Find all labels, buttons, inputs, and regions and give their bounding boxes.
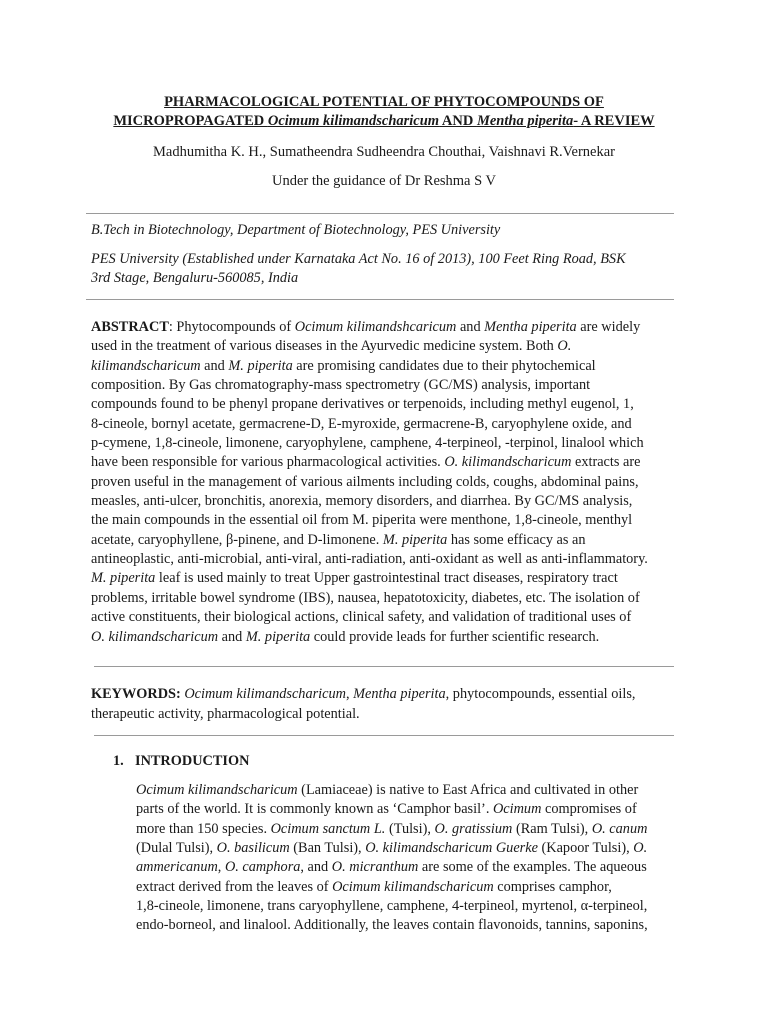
- divider-affiliation: [86, 299, 674, 300]
- abstract-label: ABSTRACT: [91, 319, 169, 335]
- affiliation-department: B.Tech in Biotechnology, Department of Biotechnology, PES University: [91, 222, 501, 238]
- section-number: 1.: [113, 753, 124, 769]
- guidance-line: Under the guidance of Dr Reshma S V: [271, 173, 497, 189]
- keywords-label: KEYWORDS:: [91, 686, 181, 702]
- title-line-1: PHARMACOLOGICAL POTENTIAL OF PHYTOCOMPOUNDS OF: [164, 94, 604, 110]
- title-line-2: MICROPROPAGATED Ocimum kilimandscharicum AND Mentha piperita- A REVIEW: [113, 113, 655, 129]
- affiliation-address: PES University (Established under Karnataka Act No. 16 of 2013), 100 Feet Ring Road, BSK 3rd Stage, Bengaluru-560085, India: [91, 251, 626, 286]
- abstract-paragraph: ABSTRACT: Phytocompounds of Ocimum kilimandshcaricum and Mentha piperita are widely used in the treatment of various diseases in the Ayurvedic medicine system. Both O. kilimandscharicum and M. piperita are promising candidates due to their phytochemical composition. By Gas chromatography-mass spectrometry (GC/MS) analysis, important compounds found to be phenyl propane derivatives or terpenoids, including methyl eugenol, 1, 8-cineole, bornyl acetate, germacrene-D, E-myroxide, germacrene-B, caryophylene oxide, and p-cymene, 1,8-cineole, limonene, caryophylene, camphene, 4-terpineol, -terpinol, linalool which have been responsible for various pharmacological activities. O. kilimandscharicum extracts are proven useful in the management of various ailments including colds, coughs, abdominal pains, measles, anti-ulcer, bronchitis, anorexia, memory disorders, and diarrhea. By GC/MS analysis, the main compounds in the essential oil from M. piperita were menthone, 1,8-cineole, menthyl acetate, caryophyllene, β-pinene, and D-limonene. M. piperita has some efficacy as an antineoplastic, anti-microbial, anti-viral, anti-radiation, anti-oxidant as well as anti-inflammatory. M. piperita leaf is used mainly to treat Upper gastrointestinal tract diseases, respiratory tract problems, irritable bowel syndrome (IBS), nausea, hepatotoxicity, diabetes, etc. The isolation of active constituents, their biological actions, clinical safety, and validation of traditional uses of O. kilimandscharicum and M. piperita could provide leads for further scientific research.: [91, 319, 648, 645]
- divider-abstract: [94, 666, 674, 667]
- divider-keywords: [94, 735, 674, 736]
- section-heading-introduction: [113, 752, 249, 771]
- introduction-paragraph: Ocimum kilimandscharicum (Lamiaceae) is native to East Africa and cultivated in other parts of the world. It is commonly known as ‘Camphor basil’. Ocimum compromises of more than 150 species. Ocimum sanctum L. (Tulsi), O. gratissium (Ram Tulsi), O. canum (Dulal Tulsi), O. basilicum (Ban Tulsi), O. kilimandscharicum Guerke (Kapoor Tulsi), O. ammericanum, O. camphora, and O. micranthum are some of the examples. The aqueous extract derived from the leaves of Ocimum kilimandscharicum comprises camphor, 1,8-cineole, limonene, trans caryophyllene, camphene, 4-terpineol, myrtenol, α-terpineol, endo-borneol, and linalool. Additionally, the leaves contain flavonoids, tannins, saponins,: [136, 782, 648, 934]
- section-title: INTRODUCTION: [135, 753, 250, 769]
- divider-top: [86, 213, 674, 214]
- keywords-paragraph: KEYWORDS: Ocimum kilimandscharicum, Mentha piperita, phytocompounds, essential oils, therapeutic activity, pharmacological potential.: [91, 686, 636, 722]
- author-list: Madhumitha K. H., Sumatheendra Sudheendra Chouthai, Vaishnavi R.Vernekar: [152, 144, 616, 160]
- paper-title: [90, 93, 678, 131]
